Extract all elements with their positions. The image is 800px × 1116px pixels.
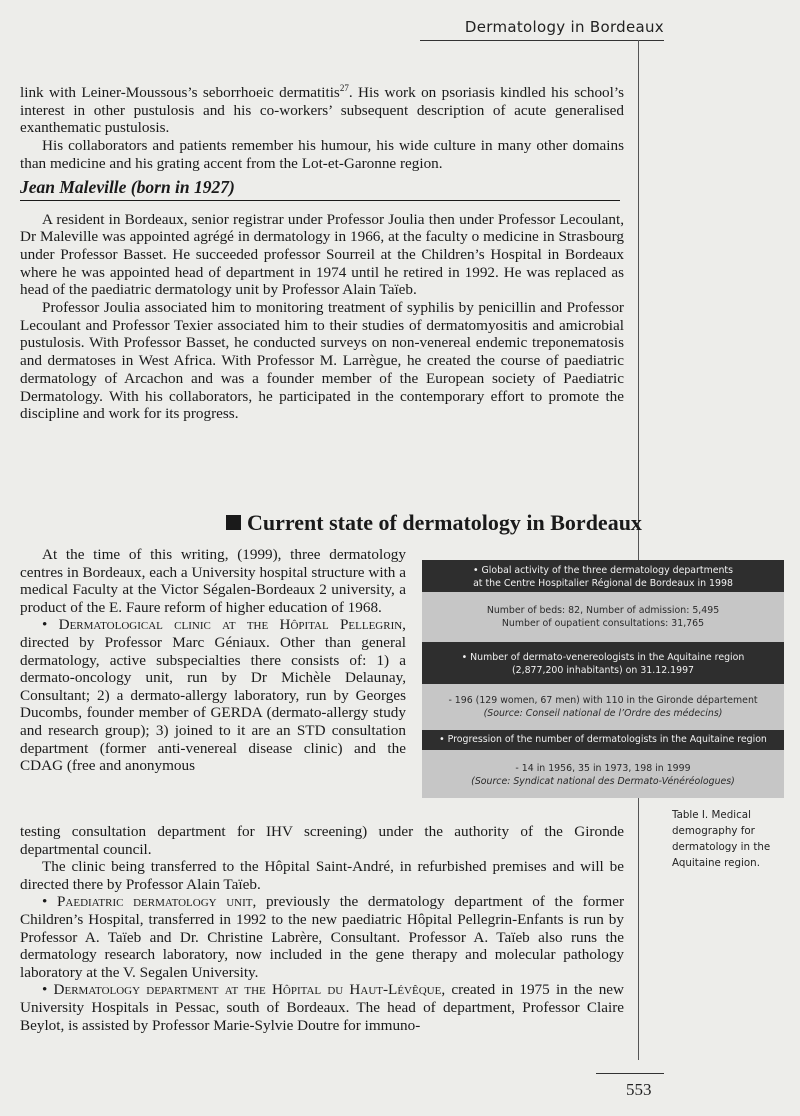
paragraph [20,981,624,1034]
table-cell-text: Number of beds: 82, Number of admission: 5,495 [486,605,720,616]
paragraph-text: link with Leiner-Moussous’s seborrhoeic dermatitis [20,84,340,101]
clinic-label: Dermatology department at the Hôpital du Haut-Lévêque, [53,981,446,999]
square-bullet-icon [226,515,241,530]
narrow-text-column [20,546,406,775]
paragraph: The clinic being transferred to the Hôpital Saint-André, in refurbished premises and will be directed there by Professor Alain Taïeb. [20,858,624,893]
running-head: Dermatology in Bordeaux [464,18,664,36]
table-cell-text: • Number of dermato-venereologists in the Aquitaine region [461,652,745,663]
bullet-icon: • [42,616,59,634]
table-cell-text: at the Centre Hospitalier Régional de Bordeaux in 1998 [473,578,733,589]
paragraph [20,84,624,137]
table-cell-text: • Global activity of the three dermatology departments [473,565,733,576]
footnote-ref: 27 [339,82,349,93]
table-caption: Table I. Medical demography for dermatology in the Aquitaine region. [672,809,771,869]
paragraph: At the time of this writing, (1999), three dermatology centres in Bordeaux, each a University hospital structure with a medical Faculty at the Victor Ségalen-Bordeaux 2 university, a product of the E. Faure reform of higher education of 1968. [20,546,406,616]
paragraph: His collaborators and patients remember his humour, his wide culture in many other domains than medicine and his grating accent from the Lot-et-Garonne region. [20,137,624,172]
table-cell-text: (2,877,200 inhabitants) on 31.12.1997 [511,665,695,676]
paragraph-text: created in 1975 in the new University Hospitals in Pessac, south of Bordeaux. The head of department, Professor Claire Beylot, is assisted by Professor Marie-Sylvie Doutre for immuno- [20,981,625,1034]
table-header-row [422,730,784,750]
paragraph [20,616,406,774]
full-text-column [20,823,624,1034]
page-number: 553 [626,1080,652,1099]
paragraph: Professor Joulia associated him to monitoring treatment of syphilis by penicillin and Professor Lecoulant and Professor Texier associated him to their studies of dermatomyositis and amicrobial pustulosis. With Professor Basset, he conducted surveys on non-venereal endemic treponematosis and dermatoses in West Africa. With Professor M. Larrègue, he created the course of paediatric dermatology of Arcachon and was a founder member of the European society of Paediatric Dermatology. With his collaborators, he participated in the contemporary effort to promote the discipline and work for its progress. [20,299,624,423]
paragraph-text: directed by Professor Marc Géniaux. Other than general dermatology, active subspecialties there consists of: 1) a dermato-oncology unit, run by Dr Michèle Delaunay, Consultant; 2) a dermato-allergy laboratory, run by Georges Ducombs, founder member of GERDA (dermato-allergy study and research group); 3) joined to it are an STD consultation department (former anti-venereal disease clinic) and the CDAG (free and anonymous [20,633,406,775]
table-body-row [422,750,784,798]
margin-rule [638,40,639,1060]
table-cell-text: (Source: Conseil national de l’Ordre des médecins) [483,708,723,719]
bullet-icon: • [42,893,57,911]
table-cell-text: Number of oupatient consultations: 31,765 [501,618,705,629]
footer-rule [596,1073,664,1074]
section-title [226,510,642,536]
table-cell-text: - 196 (129 women, 67 men) with 110 in the Gironde département [448,695,758,706]
table-header-row [422,560,784,592]
clinic-label: Dermatological clinic at the Hôpital Pellegrin, [58,616,406,634]
author-heading: Jean Maleville (born in 1927) [20,177,620,201]
paragraph-text: previously the dermatology department of the former Children’s Hospital, transferred in 1992 to the new paediatric Hôpital Pellegrin-Enfants is run by Professor A. Taïeb and Dr. Christine Labrère, Consultant. Professor A. Taïeb also runs the dermatology research laboratory, now included in the gene therapy and molecular pathology laboratory at the V. Segalen University. [20,893,625,981]
table-cell-text: - 14 in 1956, 35 in 1973, 198 in 1999 [515,763,691,774]
table-body-row [422,592,784,642]
table-body-row [422,684,784,730]
paragraph [20,893,624,981]
header-rule [420,40,664,41]
bullet-icon: • [42,981,54,999]
table-cell-text: • Progression of the number of dermatologists in the Aquitaine region [439,734,767,745]
paragraph-text: . His work on psoriasis kindled his school’s interest in other pustulosis and his co-workers’ subsequent description of acute generalised exanthematic pustulosis. [20,84,625,137]
clinic-label: Paediatric dermatology unit, [56,893,257,911]
table-header-row [422,642,784,684]
stats-table [422,560,784,798]
table-cell-text: (Source: Syndicat national des Dermato-Vénéréologues) [471,776,735,787]
main-text-column [20,84,624,423]
section-title-text: Current state of dermatology in Bordeaux [247,510,642,535]
paragraph: testing consultation department for IHV screening) under the authority of the Gironde departmental council. [20,823,624,858]
paragraph: A resident in Bordeaux, senior registrar under Professor Joulia then under Professor Lecoulant, Dr Maleville was appointed agrégé in dermatology in 1966, at the faculty o medicine in Strasbourg under Professor Basset. He succeeded professor Sourreil at the Children’s Hospital in Bordeaux where he was appointed head of department in 1974 until he retired in 1992. He was replaced as head of the paediatric dermatology unit by Professor Alain Taïeb. [20,210,624,299]
